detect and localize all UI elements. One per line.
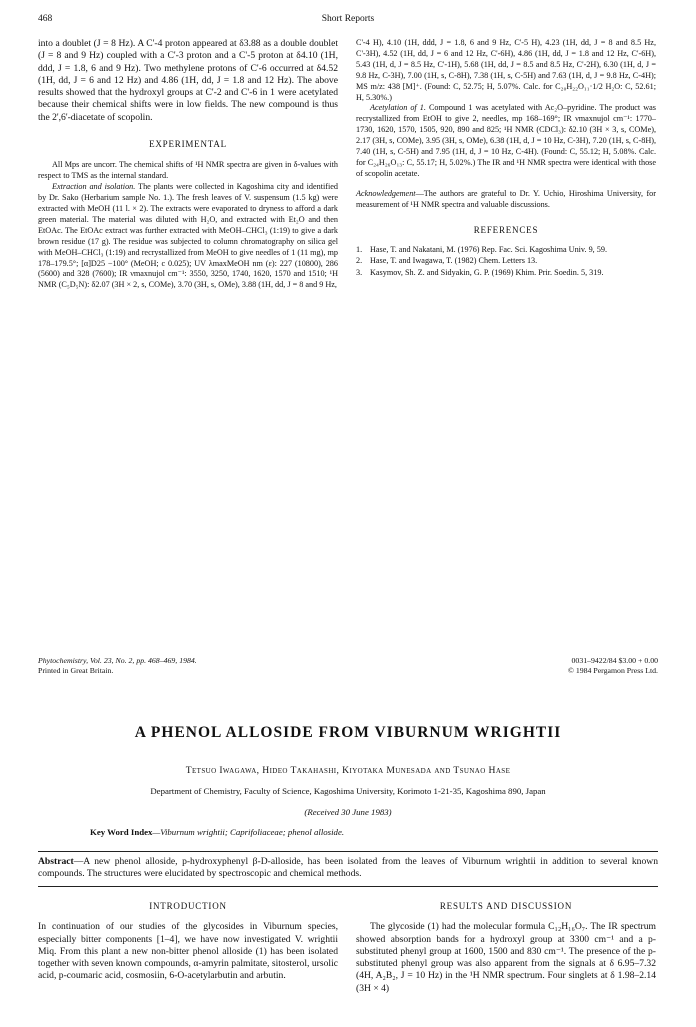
reference-text: Kasymov, Sh. Z. and Sidyakin, G. P. (1969) Khim. Prir. Soedin. 5, 319. <box>370 268 604 278</box>
results-column <box>356 900 656 995</box>
abstract-bottom-rule <box>38 886 658 887</box>
journal-copyright-line: © 1984 Pergamon Press Ltd. <box>567 666 658 675</box>
acknowledgement-label: Acknowledgement <box>356 188 416 198</box>
experimental-paragraph-1: All Mps are uncorr. The chemical shifts of ¹H NMR spectra are given in δ-values with respect to TMS as the internal standard. <box>38 160 338 181</box>
reference-number: 2. <box>356 256 363 266</box>
reference-text: Hase, T. and Iwagawa, T. (1982) Chem. Letters 13. <box>370 256 538 266</box>
intro-column <box>38 900 338 983</box>
keyword-index <box>90 827 620 837</box>
prev-left-column <box>38 38 338 291</box>
abstract <box>38 856 658 881</box>
acknowledgement-text: —The authors are grateful to Dr. Y. Uchio, Hiroshima University, for measurement of ¹H NMR spectra and valuable discussions. <box>356 188 656 209</box>
reference-list <box>356 245 656 280</box>
results-heading: RESULTS AND DISCUSSION <box>439 901 573 911</box>
journal-citation <box>38 656 197 676</box>
reference-item <box>356 245 656 256</box>
keyword-label: Key Word Index <box>90 827 153 837</box>
abstract-text: —A new phenol alloside, p-hydroxyphenyl β-D-alloside, has been isolated from the leaves of Viburnum wrightii in addition to several known compounds. The structures were elucidated by spectroscopic and chemical methods. <box>38 856 658 880</box>
extraction-paragraph <box>38 182 338 291</box>
journal-citation-line-1: Phytochemistry, Vol. 23, No. 2, pp. 468–469, 1984. <box>38 656 197 665</box>
reference-text: Hase, T. and Nakatani, M. (1976) Rep. Fac. Sci. Kagoshima Univ. 9, 59. <box>370 244 608 254</box>
reference-item <box>356 256 656 267</box>
article-affiliation: Department of Chemistry, Faculty of Science, Kagoshima University, Korimoto 1-21-35, Kagoshima 890, Japan <box>150 786 546 796</box>
acknowledgement-paragraph <box>356 189 656 211</box>
acetylation-label: Acetylation of 1. <box>370 103 426 113</box>
acetylation-paragraph <box>356 103 656 179</box>
article-title: A PHENOL ALLOSIDE FROM VIBURNUM WRIGHTII <box>134 724 562 741</box>
keyword-text: —Viburnum wrightii; Caprifoliaceae; phenol alloside. <box>152 827 345 837</box>
journal-price-line: 0031–9422/84 $3.00 + 0.00 <box>571 656 658 665</box>
extraction-text: The plants were collected in Kagoshima city and identified by Dr. Sako (Herbarium sample No. 1.). The fresh leaves of V. suspensum (1.5 kg) were extracted with MeOH (11 l. × 2). The extracts were evaporated to dryness to afford a dark green material. The material was diluted with H₂O, and extracted with Et₂O and then EtOAc. The EtOAc extract was further extracted with MeOH–CHCl₃ (1:19) to give a dark brown residue (17 g). The residue was subjected to column chromatography on silica gel with MeOH–CHCl₃ (1:19) and recrystallized from MeOH to give needles of 1 (11 mg), mp 178–179.5°; [α]D25 −100° (MeOH; c 0.025); UV λmaxMeOH nm (ε): 227 (10800), 286 (5600) and 328 (7600); IR νmaxnujol cm⁻¹: 3550, 3250, 1740, 1620, 1570 and 1510; ¹H NMR (C₅D₅N): δ2.07 (3H × 2, s, COMe), 3.70 (3H, s, OMe), 3.88 (1H, dd, J = 8 and 9 Hz, <box>38 182 338 290</box>
abstract-top-rule <box>38 851 658 852</box>
experimental-heading: EXPERIMENTAL <box>149 139 227 150</box>
abstract-label: Abstract <box>38 856 74 867</box>
introduction-text: In continuation of our studies of the glycosides in Viburnum species, especially bitter components [1–4], we have now investigated V. wrightii Miq. From this plant a new non-bitter phenol alloside (1) has been isolated together with seven known compounds, α-amyrin palmitate, sitosterol, ursolic acid, p-coumaric acid, cosmosiin, 6-O-acetylarbutin and arbutin. <box>38 921 338 982</box>
reference-number: 3. <box>356 268 363 278</box>
introduction-heading: INTRODUCTION <box>149 901 227 911</box>
acetylation-text: Compound 1 was acetylated with Ac₂O–pyridine. The product was recrystallized from EtOH to give 2, needles, mp 168–169°; IR νmaxnujol cm⁻¹: 1770–1730, 1620, 1570, 1505, 920, 890 and 825; ¹H NMR (CDCl₃): δ2.10 (3H × 3, s, COMe), 2.17 (3H, s, COMe), 3.95 (3H, s, OMe), 6.38 (1H, d, J = 10 Hz, C-3H), 7.20 (1H, s, C-8H), 7.40 (1H, s, C-5H) and 7.95 (1H, d, J = 10 Hz, C-4H). (Found: C, 55.12; H, 5.08%. Calc. for C₂₄H₂₆O₁₃: C, 55.17; H, 5.02%.) The IR and ¹H NMR spectra were identical with those of scopolin acetate. <box>356 103 656 178</box>
experimental-body <box>38 160 338 291</box>
received-date: (Received 30 June 1983) <box>304 807 392 817</box>
journal-citation-line-2: Printed in Great Britain. <box>38 666 114 675</box>
journal-copyright <box>568 656 658 676</box>
results-text: The glycoside (1) had the molecular formula C₁₂H₁₆O₇. The IR spectrum showed absorption bands for a hydroxyl group at 3300 cm⁻¹ and a p-substituted phenyl group at 1600, 1500 and 830 cm⁻¹. The presence of the p-substituted phenyl group was also apparent from the signals at δ 6.95–7.32 (4H, A₂B₂, J = 10 Hz) in the ¹H NMR spectrum. Four singlets at δ 1.98–2.14 (3H × 4) <box>356 921 656 994</box>
running-title: Short Reports <box>321 14 375 24</box>
reference-item <box>356 268 656 279</box>
prev-right-column <box>356 38 656 280</box>
extraction-label: Extraction and isolation. <box>52 182 136 192</box>
nmr-continuation: C'-4 H), 4.10 (1H, ddd, J = 1.8, 6 and 9 Hz, C'-5 H), 4.23 (1H, dd, J = 8 and 8.5 Hz, C'-3H), 4.52 (1H, dd, J = 6 and 12 Hz, C'-6H), 4.86 (1H, dd, J = 1.8 and 12 Hz, C'-6H), 5.43 (1H, d, J = 8.5 Hz, C'-1H), 5.68 (1H, dd, J = 8.5 and 8.5 Hz, C'-2H), 6.30 (1H, d, J = 9.8 Hz, C-3H), 7.00 (1H, s, C-8H), 7.38 (1H, s, C-5H) and 7.63 (1H, d, J = 9.8 Hz, C-4H); MS m/z: 438 [M]⁺. (Found: C, 52.75; H, 5.07%. Calc. for C₂₀H₂₂O₁₁·1/2 H₂O: C, 52.61; H, 5.30%.) <box>356 38 656 102</box>
article-authors: Tetsuo Iwagawa, Hideo Takahashi, Kiyotaka Munesada and Tsunao Hase <box>185 765 511 776</box>
page-number: 468 <box>38 14 53 24</box>
prev-intro-paragraph: into a doublet (J = 8 Hz). A C'-4 proton appeared at δ3.88 as a double doublet (J = 8 and 9 Hz) coupled with a C'-3 proton and a C'-5 proton at δ4.10 (1H, ddd, J = 1.8, 6 and 9 Hz). Two methylene protons of C'-6 occurred at δ4.52 (1H, dd, J = 6 and 12 Hz) and 4.86 (1H, dd, J = 1.8 and 12 Hz). The above results showed that the hydroxyl groups at C'-2 and C'-6 in 1 were acetylated because their chemical shifts were in low fields. The new compound is thus the 2',6'-diacetate of scopolin. <box>38 38 338 123</box>
reference-number: 1. <box>356 244 363 254</box>
references-heading: REFERENCES <box>473 224 539 235</box>
